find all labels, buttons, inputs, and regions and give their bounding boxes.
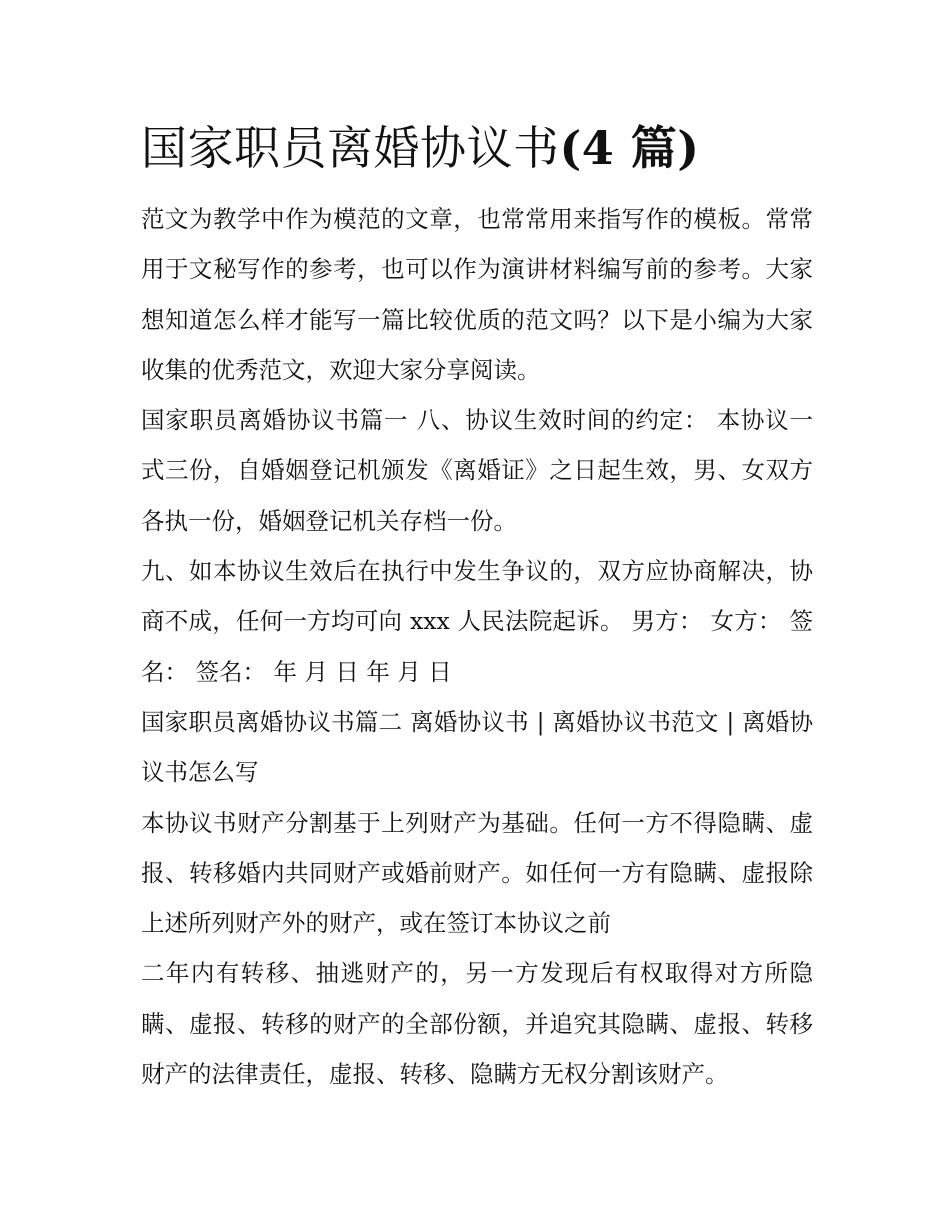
title-text: 国家职员离婚协议书 bbox=[141, 121, 560, 175]
title-suffix: (4 篇) bbox=[559, 121, 700, 175]
paragraph-part-one: 国家职员离婚协议书篇一 八、协议生效时间的约定： 本协议一式三份，自婚姻登记机颁发《离婚证》之日起生效，男、女双方各执一份，婚姻登记机关存档一份。 bbox=[141, 406, 813, 535]
document-body bbox=[141, 194, 813, 1099]
paragraph-property-basis: 本协议书财产分割基于上列财产为基础。任何一方不得隐瞒、虚报、转移婚内共同财产或婚前财产。如任何一方有隐瞒、虚报除上述所列财产外的财产，或在签订本协议之前 bbox=[141, 808, 813, 938]
paragraph-intro: 范文为教学中作为模范的文章，也常常用来指写作的模板。常常用于文秘写作的参考，也可以作为演讲材料编写前的参考。大家想知道怎么样才能写一篇比较优质的范文吗？以下是小编为大家收集的优秀范文，欢迎大家分享阅读。 bbox=[141, 205, 813, 384]
paragraph-clause-nine: 九、如本协议生效后在执行中发生争议的，双方应协商解决，协商不成，任何一方均可向 xxx 人民法院起诉。 男方： 女方： 签名： 签名： 年 月 日 年 月 日 bbox=[141, 557, 813, 686]
document-page bbox=[141, 118, 813, 1099]
paragraph-property-liability: 二年内有转移、抽逃财产的，另一方发现后有权取得对方所隐瞒、虚报、转移的财产的全部份额，并追究其隐瞒、虚报、转移财产的法律责任，虚报、转移、隐瞒方无权分割该财产。 bbox=[141, 959, 813, 1089]
paragraph-part-two-heading: 国家职员离婚协议书篇二 离婚协议书 | 离婚协议书范文 | 离婚协议书怎么写 bbox=[141, 707, 813, 787]
document-title bbox=[141, 118, 813, 178]
